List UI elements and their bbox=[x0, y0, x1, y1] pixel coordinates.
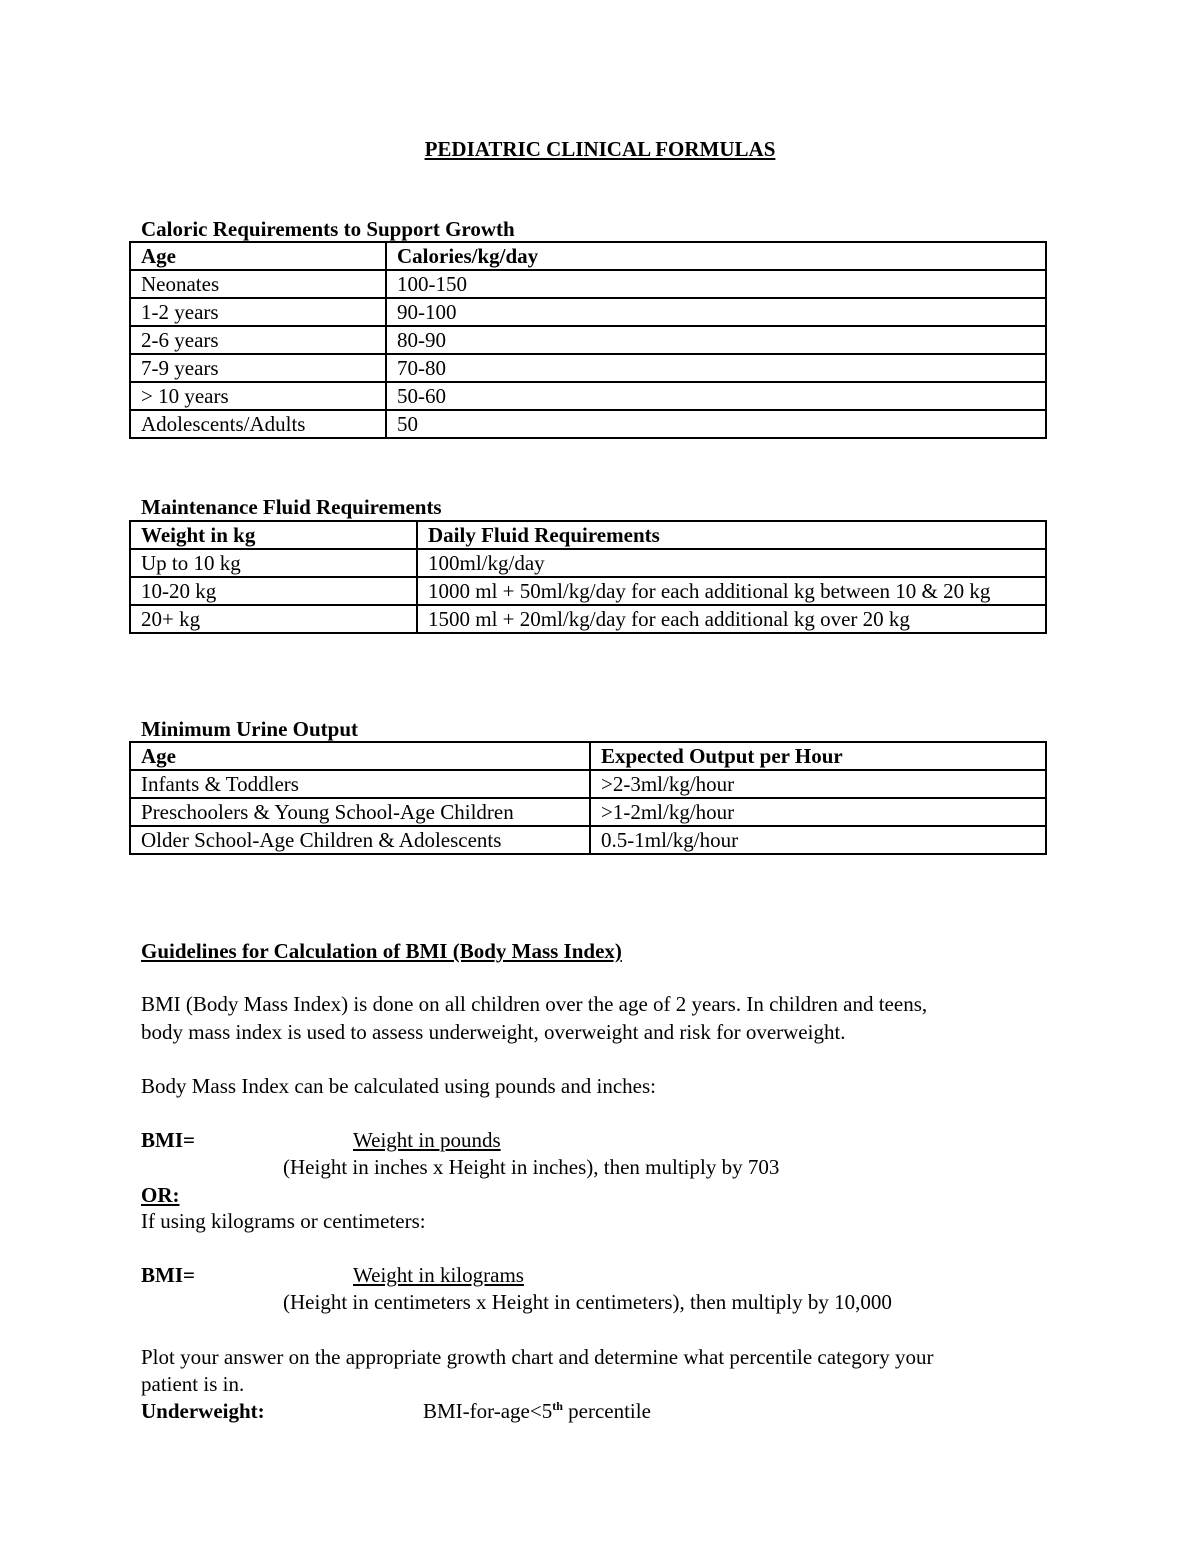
table-header-cell: Expected Output per Hour bbox=[590, 742, 1046, 770]
table-row bbox=[130, 549, 1046, 577]
table-cell: Adolescents/Adults bbox=[130, 410, 386, 438]
table-header-row bbox=[130, 521, 1046, 549]
or-label: OR: bbox=[141, 1183, 180, 1207]
table-cell: 70-80 bbox=[386, 354, 1046, 382]
table-row bbox=[130, 382, 1046, 410]
table-header-cell: Age bbox=[130, 742, 590, 770]
table-cell: 20+ kg bbox=[130, 605, 417, 633]
bmi-plot-line: patient is in. bbox=[141, 1372, 245, 1396]
urine-heading: Minimum Urine Output bbox=[141, 717, 359, 741]
table-cell: 100-150 bbox=[386, 270, 1046, 298]
bmi-metric-denominator: (Height in centimeters x Height in centimeters), then multiply by 10,000 bbox=[283, 1290, 892, 1314]
table-cell: Up to 10 kg bbox=[130, 549, 417, 577]
page-title: PEDIATRIC CLINICAL FORMULAS bbox=[424, 137, 776, 161]
fluid-table bbox=[129, 520, 1047, 634]
bmi-label: BMI= bbox=[141, 1128, 195, 1152]
table-row bbox=[130, 826, 1046, 854]
underweight-label: Underweight: bbox=[141, 1399, 265, 1423]
table-cell: 2-6 years bbox=[130, 326, 386, 354]
bmi-intro-line: body mass index is used to assess underweight, overweight and risk for overweight. bbox=[141, 1020, 846, 1044]
table-cell: Neonates bbox=[130, 270, 386, 298]
underweight-criterion-sup: th bbox=[552, 1399, 563, 1413]
table-row bbox=[130, 577, 1046, 605]
table-row bbox=[130, 298, 1046, 326]
table-cell: 50 bbox=[386, 410, 1046, 438]
table-header-cell: Calories/kg/day bbox=[386, 242, 1046, 270]
table-cell: 90-100 bbox=[386, 298, 1046, 326]
bmi-pounds-numerator: Weight in pounds bbox=[353, 1128, 501, 1152]
table-row bbox=[130, 326, 1046, 354]
underweight-criterion-suffix: percentile bbox=[562, 1399, 651, 1423]
underweight-criterion bbox=[423, 1398, 651, 1424]
table-cell: 1500 ml + 20ml/kg/day for each additional kg over 20 kg bbox=[417, 605, 1046, 633]
table-header-row bbox=[130, 242, 1046, 270]
bmi-plot-line: Plot your answer on the appropriate growth chart and determine what percentile category your bbox=[141, 1345, 934, 1369]
table-header-cell: Daily Fluid Requirements bbox=[417, 521, 1046, 549]
table-row bbox=[130, 605, 1046, 633]
underweight-criterion-prefix: BMI-for-age<5 bbox=[423, 1399, 553, 1423]
bmi-pounds-denominator: (Height in inches x Height in inches), then multiply by 703 bbox=[283, 1155, 780, 1179]
table-cell: 7-9 years bbox=[130, 354, 386, 382]
table-cell: 0.5-1ml/kg/hour bbox=[590, 826, 1046, 854]
table-row bbox=[130, 410, 1046, 438]
table-cell: >1-2ml/kg/hour bbox=[590, 798, 1046, 826]
bmi-metric-numerator: Weight in kilograms bbox=[353, 1263, 524, 1287]
table-row bbox=[130, 798, 1046, 826]
table-row bbox=[130, 770, 1046, 798]
table-cell: > 10 years bbox=[130, 382, 386, 410]
fluid-heading: Maintenance Fluid Requirements bbox=[141, 495, 442, 519]
bmi-pounds-intro: Body Mass Index can be calculated using pounds and inches: bbox=[141, 1074, 656, 1098]
table-cell: 80-90 bbox=[386, 326, 1046, 354]
table-row bbox=[130, 354, 1046, 382]
table-cell: 1000 ml + 50ml/kg/day for each additional kg between 10 & 20 kg bbox=[417, 577, 1046, 605]
table-cell: Preschoolers & Young School-Age Children bbox=[130, 798, 590, 826]
table-cell: 10-20 kg bbox=[130, 577, 417, 605]
table-header-cell: Age bbox=[130, 242, 386, 270]
caloric-table bbox=[129, 241, 1047, 439]
table-cell: 1-2 years bbox=[130, 298, 386, 326]
table-cell: >2-3ml/kg/hour bbox=[590, 770, 1046, 798]
table-header-row bbox=[130, 742, 1046, 770]
bmi-intro-line: BMI (Body Mass Index) is done on all children over the age of 2 years. In children and teens, bbox=[141, 992, 928, 1016]
table-cell: Older School-Age Children & Adolescents bbox=[130, 826, 590, 854]
table-header-cell: Weight in kg bbox=[130, 521, 417, 549]
bmi-label: BMI= bbox=[141, 1263, 195, 1287]
urine-table bbox=[129, 741, 1047, 855]
table-cell: 50-60 bbox=[386, 382, 1046, 410]
bmi-heading: Guidelines for Calculation of BMI (Body Mass Index) bbox=[141, 939, 622, 963]
bmi-metric-intro: If using kilograms or centimeters: bbox=[141, 1209, 426, 1233]
caloric-heading: Caloric Requirements to Support Growth bbox=[141, 217, 515, 241]
table-cell: 100ml/kg/day bbox=[417, 549, 1046, 577]
table-row bbox=[130, 270, 1046, 298]
table-cell: Infants & Toddlers bbox=[130, 770, 590, 798]
